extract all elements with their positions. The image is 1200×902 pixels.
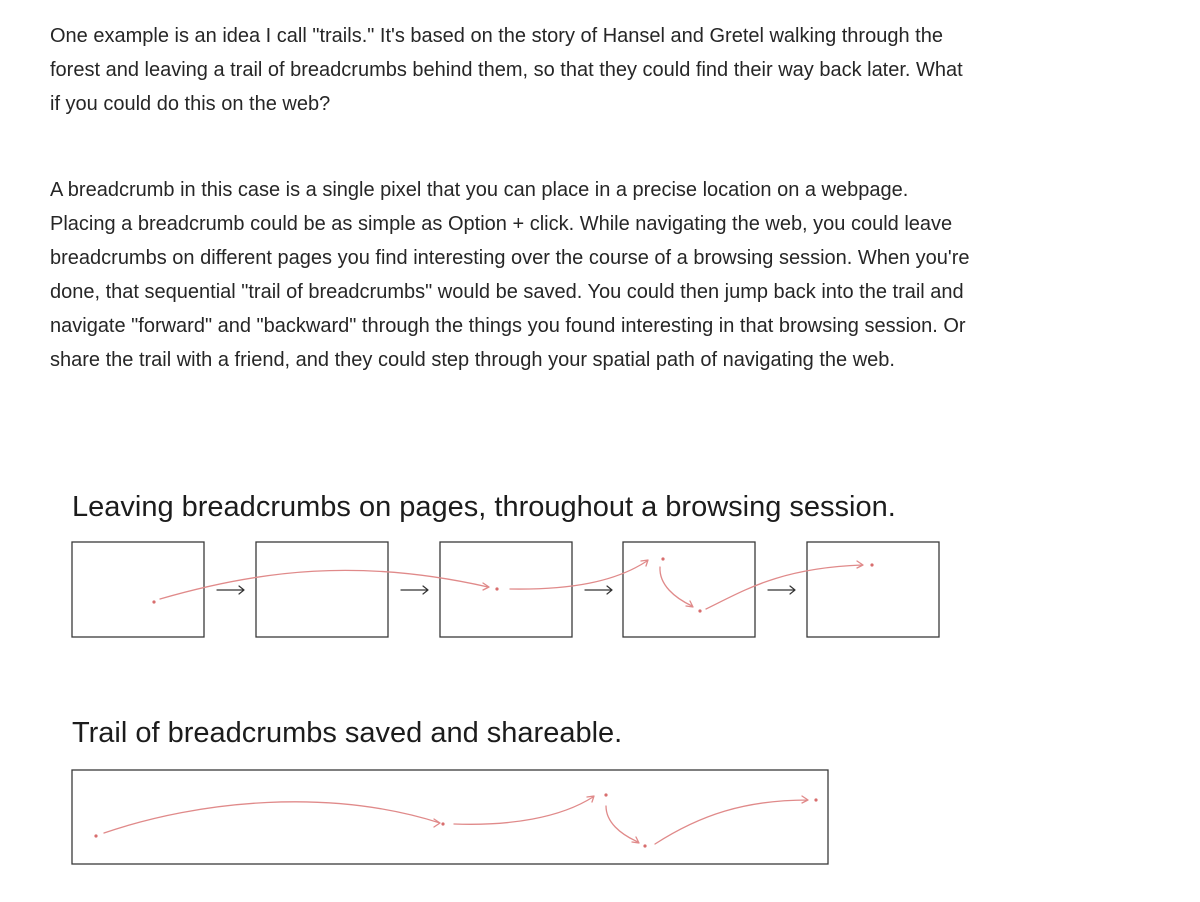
right-arrow-icon — [401, 586, 428, 594]
breadcrumb-dot-icon — [441, 822, 444, 825]
page-frame-2 — [256, 542, 388, 637]
page-frame-5 — [807, 542, 939, 637]
page-frame-4 — [623, 542, 755, 637]
breadcrumb-dot-icon — [643, 844, 646, 847]
figure-title-saved-trail: Trail of breadcrumbs saved and shareable. — [72, 717, 623, 749]
breadcrumb-dot-icon — [814, 798, 817, 801]
breadcrumb-dot-icon — [495, 587, 498, 590]
breadcrumb-dot-icon — [604, 793, 607, 796]
breadcrumb-dot-icon — [698, 609, 701, 612]
breadcrumb-dot-icon — [661, 557, 664, 560]
intro-paragraph: One example is an idea I call "trails." It's based on the story of Hansel and Gretel walking through the forest and leaving a trail of breadcrumbs behind them, so that they could find their way back later. What if you could do this on the web? — [50, 25, 963, 115]
figure-title-browsing-session: Leaving breadcrumbs on pages, throughout a browsing session. — [72, 491, 896, 523]
saved-trail-frame — [72, 770, 828, 864]
browsing-session-diagram — [0, 540, 1200, 640]
breadcrumb-dot-icon — [152, 600, 155, 603]
breadcrumb-dot-icon — [94, 834, 97, 837]
breadcrumb-explanation-paragraph: A breadcrumb in this case is a single pixel that you can place in a precise location on a webpage. Placing a breadcrumb could be as simple as Option + click. While navigating the web, you could leave breadcrumbs on different pages you find interesting over the course of a browsing session. When you're done, that sequential "trail of breadcrumbs" would be saved. You could then jump back into the trail and navigate "forward" and "backward" through the things you found interesting in that browsing session. Or share the trail with a friend, and they could step through your spatial path of navigating the web. — [50, 179, 970, 371]
right-arrow-icon — [217, 586, 244, 594]
right-arrow-icon — [768, 586, 795, 594]
saved-trail-diagram — [0, 768, 1200, 868]
breadcrumb-dot-icon — [870, 563, 873, 566]
right-arrow-icon — [585, 586, 612, 594]
page-frame-3 — [440, 542, 572, 637]
page-frame-1 — [72, 542, 204, 637]
